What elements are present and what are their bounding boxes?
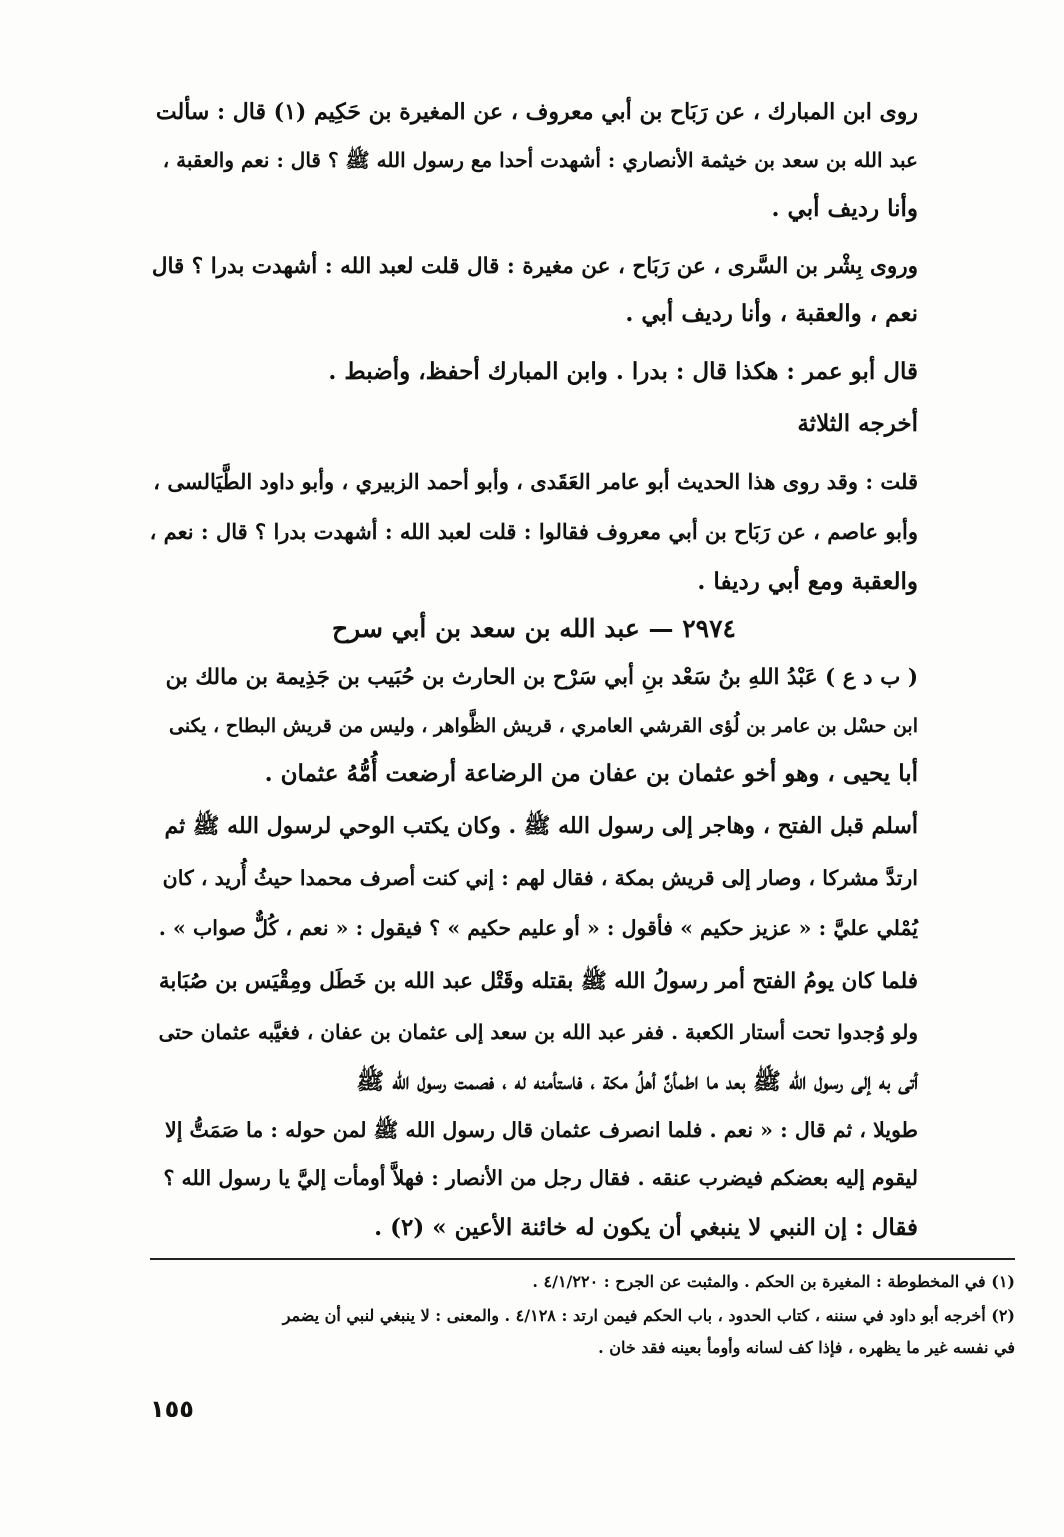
text-line: أخرجه الثلاثة [797,410,918,437]
text-line: وروى بِشْر بن السَّرى ، عن رَبَاح ، عن مغيرة : قال قلت لعبد الله : أشهدت بدرا ؟ قال [151,254,918,279]
footnote-rule [150,1258,1015,1260]
text-line: ليقوم إليه بعضكم فيضرب عنقه . فقال رجل من الأنصار : فهلاَّ أومأت إليَّ يا رسول الله ؟ [163,1166,918,1190]
text-line: طويلا ، ثم قال : « نعم . فلما انصرف عثمان قال رسول الله ﷺ لمن حوله : ما صَمَتُّ إلا [165,1118,918,1142]
footnote: (١) في المخطوطة : المغيرة بن الحكم . والمثبت عن الجرح : ٤/١/٢٢٠ . [532,1272,1015,1291]
text-line: قال أبو عمر : هكذا قال : بدرا . وابن المبارك أحفظ، وأضبط . [328,358,918,385]
text-line: ارتدَّ مشركا ، وصار إلى قريش بمكة ، فقال لهم : إني كنت أصرف محمدا حيثُ أُريد ، كان [162,866,918,890]
text-line: نعم ، والعقبة ، وأنا رديف أبي . [625,300,918,327]
text-line: يُمْلي عليَّ : « عزيز حكيم » فأقول : « أو عليم حكيم » ؟ فيقول : « نعم ، كُلٌّ صواب » . [158,916,918,940]
text-line: ( ب د ع ) عَبْدُ اللهِ بنُ سَعْد بنِ أبي سَرْح بن الحارث بن حُبَيب بن جَذِيمة بن مالك بن [165,665,918,690]
text-line: وأنا رديف أبي . [771,195,918,222]
page-number: ١٥٥ [150,1395,194,1423]
text-line: أتى به إلى رسول الله ﷺ بعد ما اطمأنَّ أهلُ مكة ، فاستأمنه له ، فصمت رسول الله ﷺ [356,1068,918,1095]
text-line: فقال : إن النبي لا ينبغي أن يكون له خائنة الأعين » (٢) . [374,1214,918,1241]
text-line: عبد الله بن سعد بن خيثمة الأنصاري : أشهدت أحدا مع رسول الله ﷺ ؟ قال : نعم والعقبة ، [162,148,918,172]
footnote: في نفسه غير ما يظهره ، فإذا كف لسانه وأومأ بعينه فقد خان . [598,1338,1015,1357]
text-line: أسلم قبل الفتح ، وهاجر إلى رسول الله ﷺ . وكان يكتب الوحي لرسول الله ﷺ ثم [164,813,918,839]
entry-heading: ٢٩٧٤ — عبد الله بن سعد بن أبي سرح [332,614,736,643]
footnote: (٢) أخرجه أبو داود في سننه ، كتاب الحدود ، باب الحكم فيمن ارتد : ٤/١٢٨ . والمعنى : لا ينبغي لنبي أن يضمر [282,1306,1015,1325]
text-line: ولو وُجدوا تحت أستار الكعبة . ففر عبد الله بن سعد إلى عثمان بن عفان ، فغيَّبه عثمان حتى [158,1020,918,1044]
text-line: أبا يحيى ، وهو أخو عثمان بن عفان من الرضاعة أرضعت أُمُّهُ عثمان . [264,760,918,787]
text-line: ابن حسْل بن عامر بن لُؤى القرشي العامري ، قريش الظَّواهر ، وليس من قريش البطاح ، يكنى [169,715,918,737]
text-line: وأبو عاصم ، عن رَبَاح بن أبي معروف فقالوا : قلت لعبد الله : أشهدت بدرا ؟ قال : نعم ، [149,519,918,544]
text-line: روى ابن المبارك ، عن رَبَاح بن أبي معروف ، عن المغيرة بن حَكِيم (١) قال : سألت [155,99,918,125]
text-line: فلما كان يومُ الفتح أمر رسولُ الله ﷺ بقتله وقَتْل عبد الله بن خَطَل ومِقْيَس بن صُبَابة [158,969,918,994]
text-line: قلت : وقد روى هذا الحديث أبو عامر العَقَدى ، وأبو أحمد الزبيري ، وأبو داود الطَّيَالسى ، [153,469,918,494]
text-line: والعقبة ومع أبي رديفا . [697,568,918,595]
